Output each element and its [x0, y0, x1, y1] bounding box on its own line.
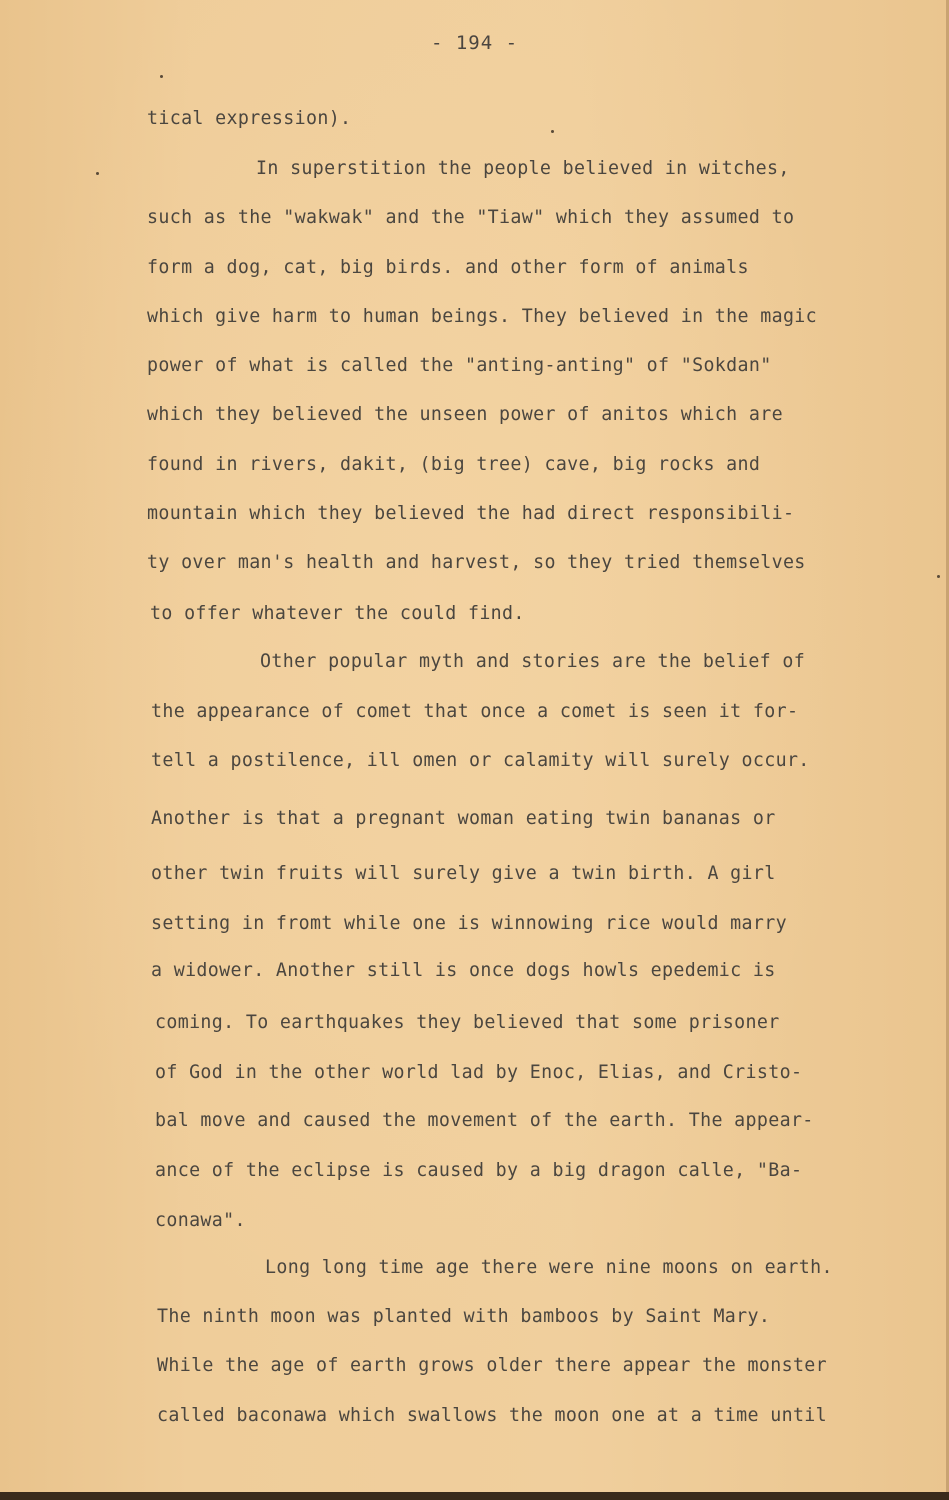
page-edge — [0, 1492, 949, 1500]
text-line: In superstition the people believed in witches, — [256, 158, 790, 179]
paper-speck — [551, 130, 554, 133]
text-line: conawa". — [155, 1210, 246, 1231]
text-line: of God in the other world lad by Enoc, Elias, and Cristo- — [155, 1062, 803, 1083]
text-line: ance of the eclipse is caused by a big dragon calle, "Ba- — [155, 1160, 803, 1181]
text-line: the appearance of comet that once a comet is seen it for- — [151, 701, 799, 722]
text-line: While the age of earth grows older there appear the monster — [157, 1355, 828, 1376]
text-line: setting in fromt while one is winnowing rice would marry — [151, 913, 787, 934]
text-line: tical expression). — [147, 108, 352, 129]
text-line: mountain which they believed the had direct responsibili- — [147, 503, 795, 524]
paper-speck — [96, 172, 99, 175]
text-line: a widower. Another still is once dogs howls epedemic is — [151, 960, 776, 981]
text-line: ty over man's health and harvest, so they tried themselves — [147, 552, 806, 573]
page-number: - 194 - — [430, 32, 519, 54]
text-line: The ninth moon was planted with bamboos by Saint Mary. — [157, 1306, 771, 1327]
paper-speck — [937, 575, 940, 578]
text-line: which they believed the unseen power of anitos which are — [147, 404, 783, 425]
text-line: Other popular myth and stories are the belief of — [260, 651, 806, 672]
text-line: bal move and caused the movement of the earth. The appear- — [155, 1110, 814, 1131]
text-line: Another is that a pregnant woman eating twin bananas or — [151, 808, 776, 829]
text-line: which give harm to human beings. They believed in the magic — [147, 306, 818, 327]
text-line: found in rivers, dakit, (big tree) cave, big rocks and — [147, 454, 761, 475]
text-line: form a dog, cat, big birds. and other form of animals — [147, 257, 749, 278]
text-line: called baconawa which swallows the moon one at a time until — [157, 1405, 828, 1426]
text-line: power of what is called the "anting-anting" of "Sokdan" — [147, 355, 772, 376]
text-line: such as the "wakwak" and the "Tiaw" which they assumed to — [147, 207, 795, 228]
text-line: tell a postilence, ill omen or calamity will surely occur. — [151, 750, 810, 771]
text-line: other twin fruits will surely give a twin birth. A girl — [151, 863, 776, 884]
paper-speck — [160, 75, 163, 78]
text-line: to offer whatever the could find. — [150, 603, 525, 624]
text-line: Long long time age there were nine moons on earth. — [265, 1257, 833, 1278]
text-line: coming. To earthquakes they believed that some prisoner — [155, 1012, 780, 1033]
